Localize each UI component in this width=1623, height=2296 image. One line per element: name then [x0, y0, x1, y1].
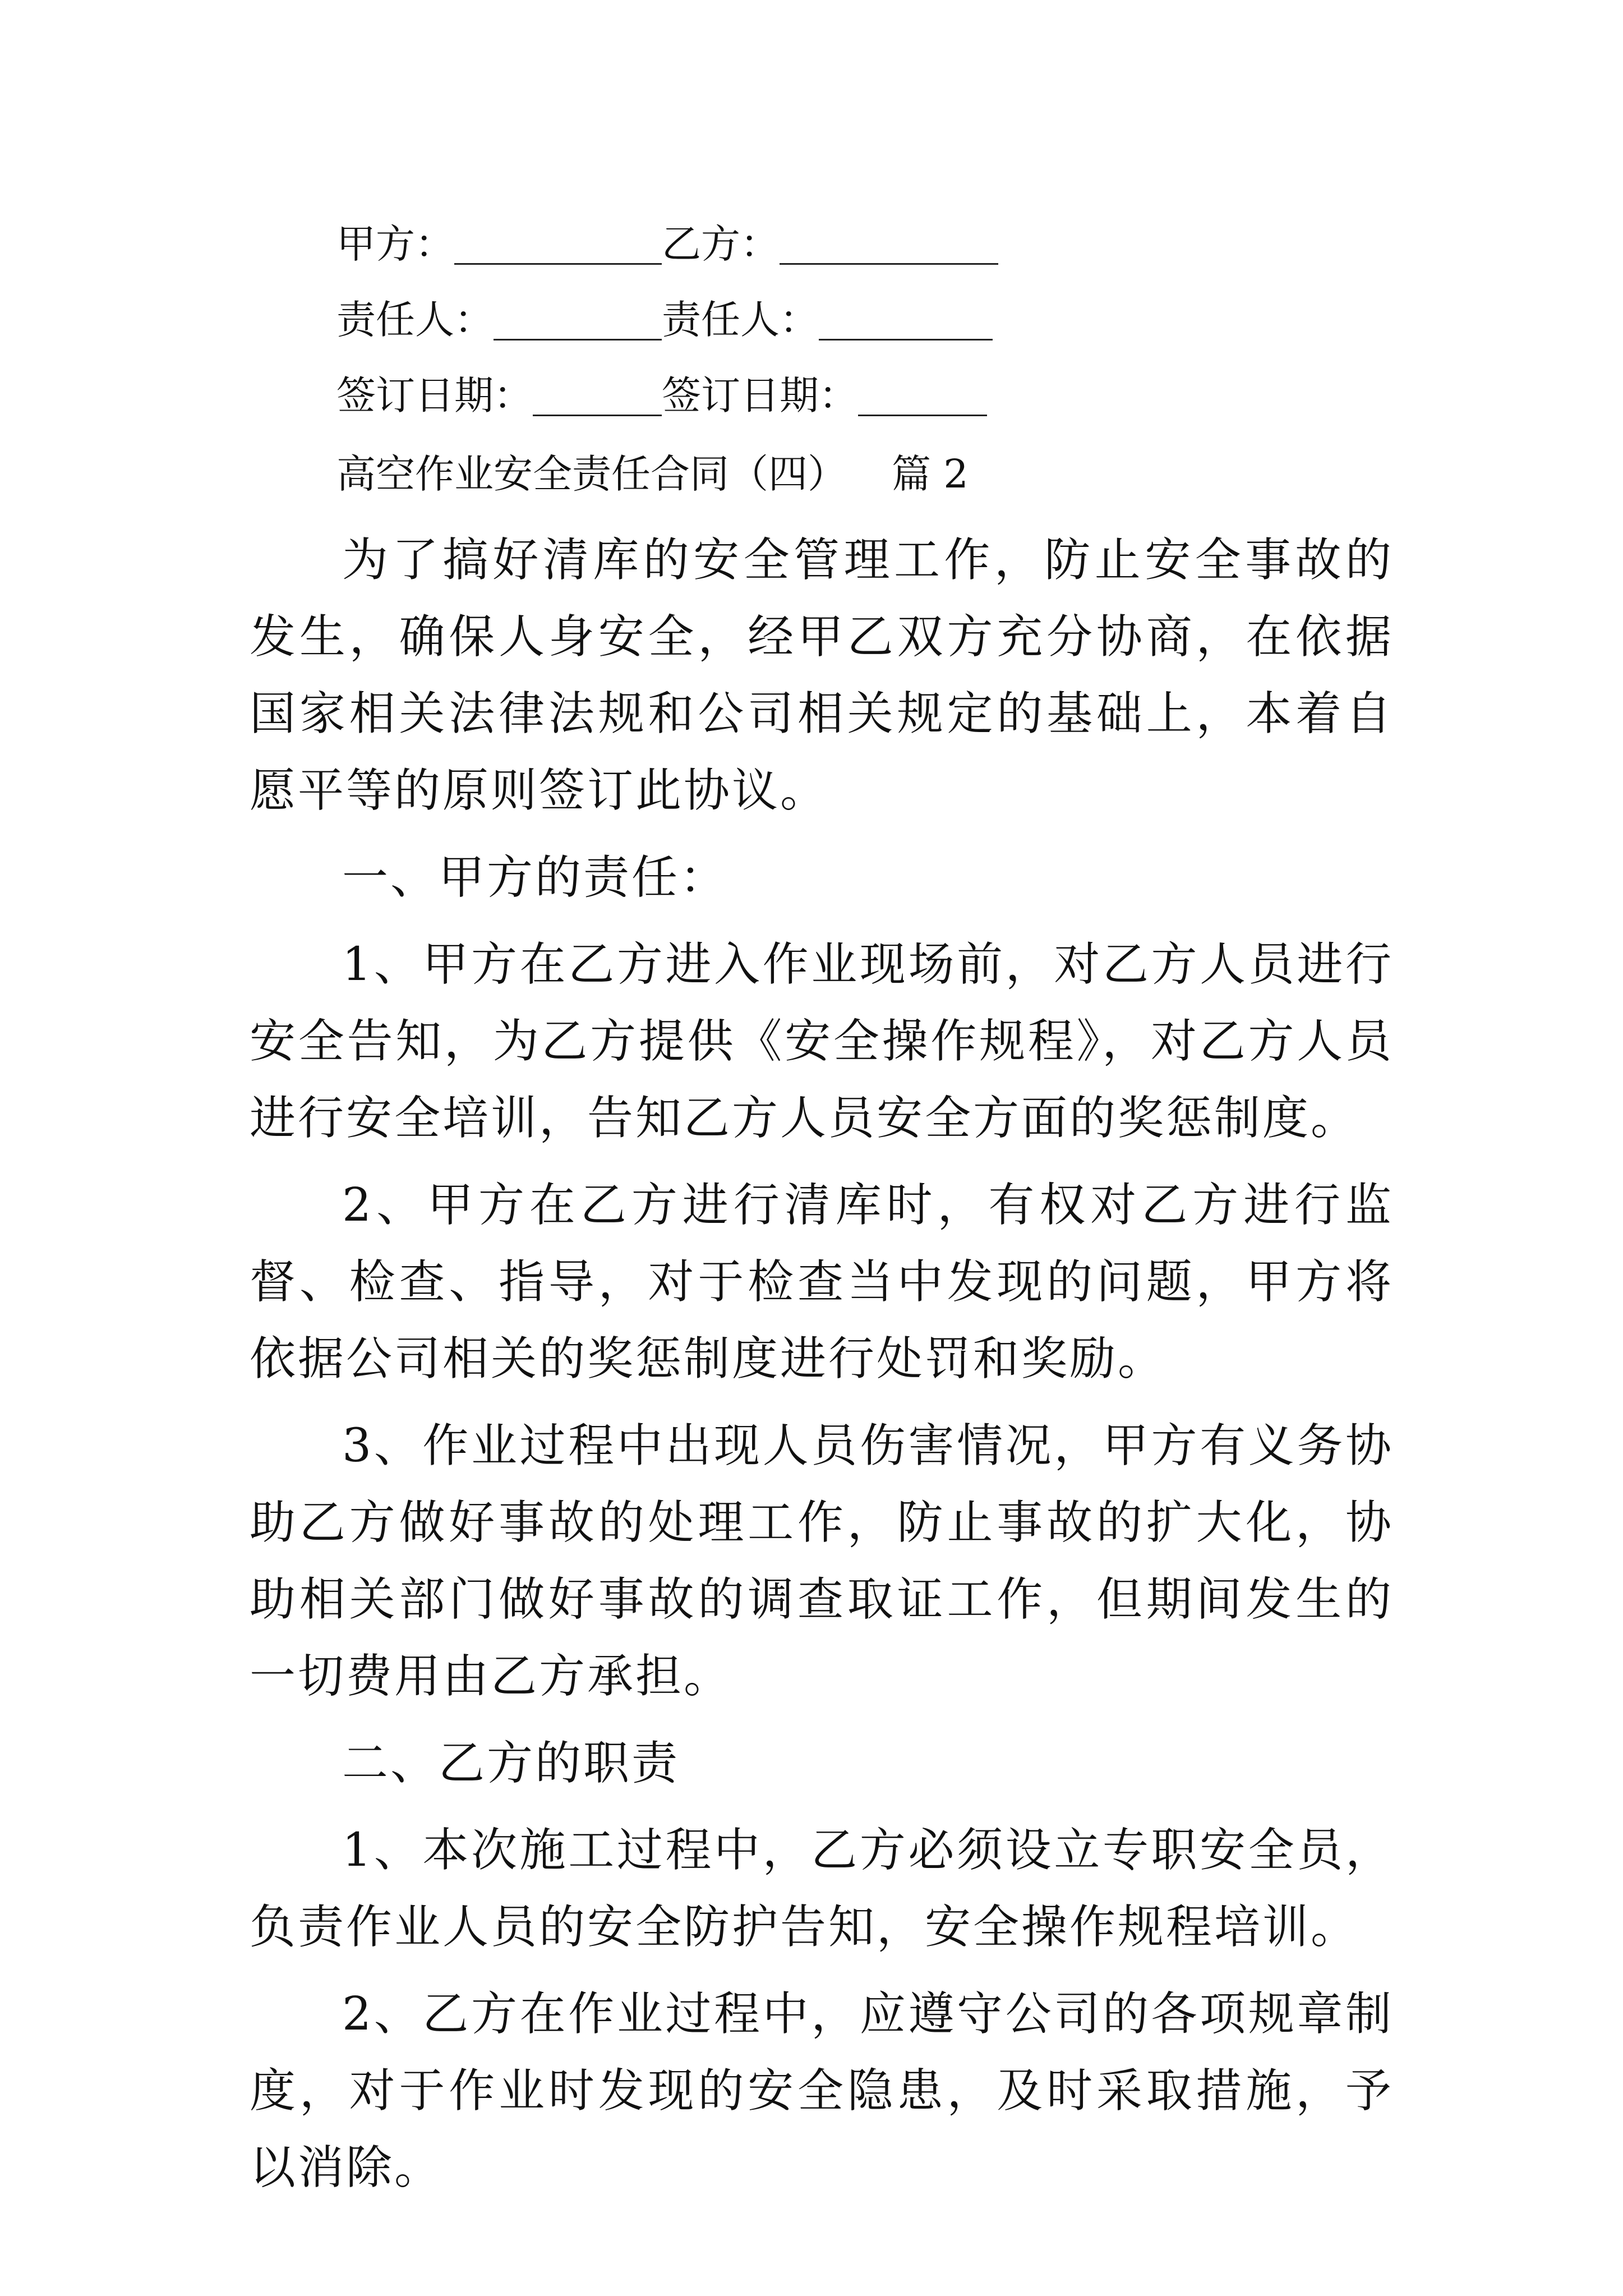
section-title	[336, 438, 969, 510]
party-a-heading: 一、甲方的责任：	[342, 851, 728, 904]
party-b-clause-1: 1、本次施工过程中，乙方必须设立专职安全员，负责作业人员的安全防护告知，安全操作规程培训。	[250, 1824, 1394, 1954]
party-a-date-blank	[533, 375, 662, 416]
party-b-date-blank	[858, 375, 987, 416]
party-a-clause-2: 2、甲方在乙方进行清库时，有权对乙方进行监督、检查、指导，对于检查当中发现的问题，甲方将依据公司相关的奖惩制度进行处罚和奖励。	[250, 1179, 1394, 1386]
party-a-clause-3: 3、作业过程中出现人员伤害情况，甲方有义务协助乙方做好事故的处理工作，防止事故的扩大化，协助相关部门做好事故的调查取证工作，但期间发生的一切费用由乙方承担。	[250, 1419, 1394, 1703]
party-b-clause-2: 2、乙方在作业过程中，应遵守公司的各项规章制度，对于作业时发现的安全隐患，及时采取措施，予以消除。	[250, 1987, 1394, 2194]
party-b-heading: 二、乙方的职责	[342, 1737, 680, 1790]
party-a-date-label: 签订日期：	[336, 372, 533, 418]
party-b-date-label: 签订日期：	[662, 372, 858, 418]
party-b-responsible-label: 责任人：	[662, 297, 819, 343]
signature-row-date	[336, 365, 987, 426]
signature-row-responsible	[336, 289, 993, 351]
party-a-responsible-label: 责任人：	[336, 297, 494, 343]
section-title-suffix: 篇 2	[892, 451, 969, 497]
section-title-text: 高空作业安全责任合同（四）	[336, 451, 847, 497]
contract-body	[250, 522, 1394, 2216]
party-b-blank	[780, 224, 998, 265]
party-b-label: 乙方：	[662, 221, 780, 267]
party-a-responsible-blank	[494, 300, 662, 341]
intro-paragraph: 为了搞好清库的安全管理工作，防止安全事故的发生，确保人身安全，经甲乙双方充分协商，在依据国家相关法律法规和公司相关规定的基础上，本着自愿平等的原则签订此协议。	[250, 533, 1394, 817]
signature-row-party	[336, 213, 998, 275]
party-a-blank	[454, 224, 662, 265]
party-a-label: 甲方：	[336, 221, 454, 267]
party-a-clause-1: 1、甲方在乙方进入作业现场前，对乙方人员进行安全告知，为乙方提供《安全操作规程》，对乙方人员进行安全培训，告知乙方人员安全方面的奖惩制度。	[250, 938, 1394, 1145]
party-b-responsible-blank	[819, 300, 993, 341]
